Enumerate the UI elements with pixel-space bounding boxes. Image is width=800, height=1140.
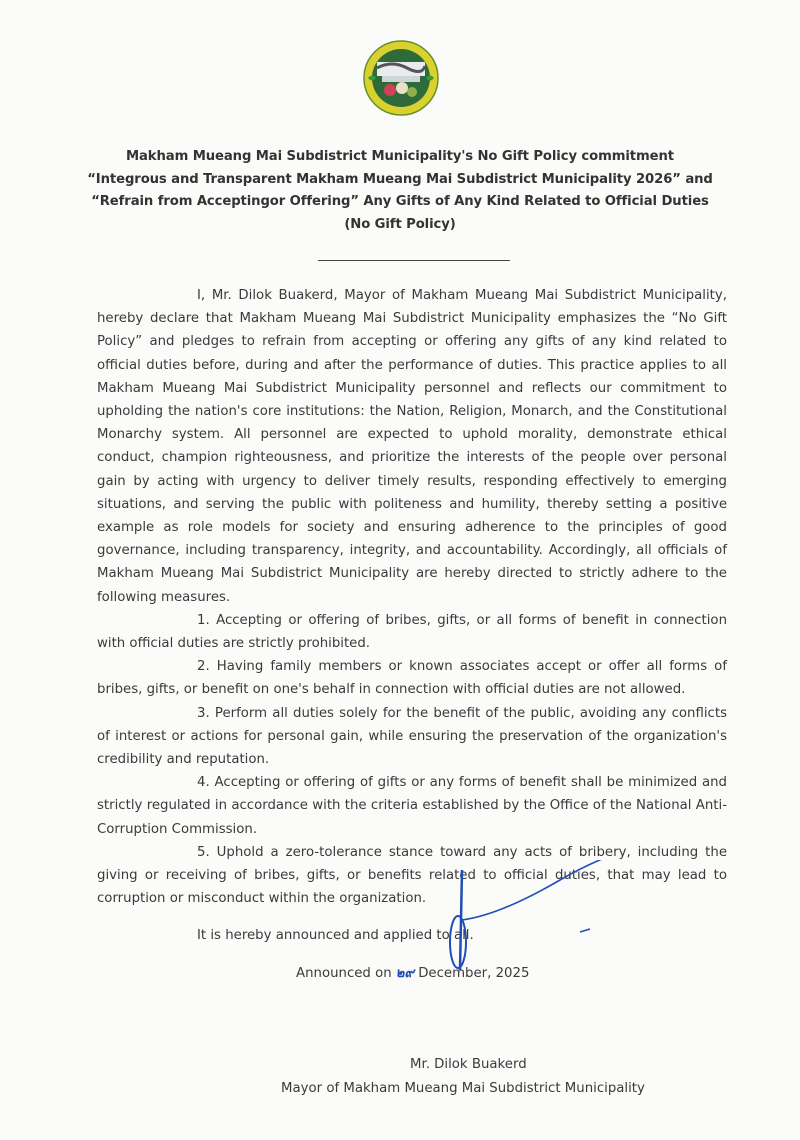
municipality-seal-icon bbox=[362, 38, 440, 118]
announced-prefix: Announced on bbox=[296, 966, 392, 981]
title-line: “Refrain from Acceptingor Offering” Any Gifts of Any Kind Related to Official Duties bbox=[91, 194, 709, 209]
handwritten-day: ๒๙ bbox=[395, 966, 415, 981]
measure-item: 5. Uphold a zero-tolerance stance toward any acts of bribery, including the giving or receiving of bribes, gifts, or benefits related to official duties, that may lead to corruption or misconduct within the organization. bbox=[97, 844, 727, 907]
title-line: “Integrous and Transparent Makham Mueang Mai Subdistrict Municipality 2026” and bbox=[87, 171, 713, 187]
document-body bbox=[97, 284, 727, 910]
measure-item: 1. Accepting or offering of bribes, gifts, or all forms of benefit in connection with official duties are strictly prohibited. bbox=[97, 612, 727, 652]
title-line: (No Gift Policy) bbox=[344, 216, 456, 232]
announcement-date bbox=[296, 962, 529, 983]
title-line: Makham Mueang Mai Subdistrict Municipality's No Gift Policy commitment bbox=[125, 149, 674, 164]
signatory-name: Mr. Dilok Buakerd bbox=[410, 1057, 527, 1072]
document-title bbox=[60, 146, 740, 236]
title-divider bbox=[318, 260, 510, 261]
closing-statement: It is hereby announced and applied to all. bbox=[197, 928, 474, 943]
intro-paragraph: I, Mr. Dilok Buakerd, Mayor of Makham Mueang Mai Subdistrict Municipality, hereby declare that Makham Mueang Mai Subdistrict Municipality emphasizes the “No Gift Policy” and pledges to refrain from accepting or offering any gifts of any kind related to official duties before, during and after the performance of duties. This practice applies to all Makham Mueang Mai Subdistrict Municipality personnel and reflects our commitment to upholding the nation's core institutions: the Nation, Religion, Monarch, and the Constitutional Monarchy system. All personnel are expected to uphold morality, demonstrate ethical conduct, champion righteousness, and prioritize the interests of the people over personal gain by acting with urgency to deliver timely results, responding effectively to emerging situations, and serving the public with politeness and humility, thereby setting a positive example as role models for society and ensuring adherence to the principles of good governance, including transparency, integrity, and accountability. Accordingly, all officials of Makham Mueang Mai Subdistrict Municipality are hereby directed to strictly adhere to the following measures. bbox=[97, 288, 727, 605]
signatory-title: Mayor of Makham Mueang Mai Subdistrict Municipality bbox=[281, 1081, 645, 1096]
measure-item: 2. Having family members or known associates accept or offer all forms of bribes, gifts, or benefit on one's behalf in connection with official duties are not allowed. bbox=[97, 659, 727, 698]
measure-item: 3. Perform all duties solely for the benefit of the public, avoiding any conflicts of interest or actions for personal gain, while ensuring the preservation of the organization's credibility and reputation. bbox=[97, 705, 727, 768]
announced-suffix: December, 2025 bbox=[418, 966, 530, 981]
measure-item: 4. Accepting or offering of gifts or any forms of benefit shall be minimized and strictly regulated in accordance with the criteria established by the Office of the National Anti-Corruption Commission. bbox=[97, 775, 727, 837]
